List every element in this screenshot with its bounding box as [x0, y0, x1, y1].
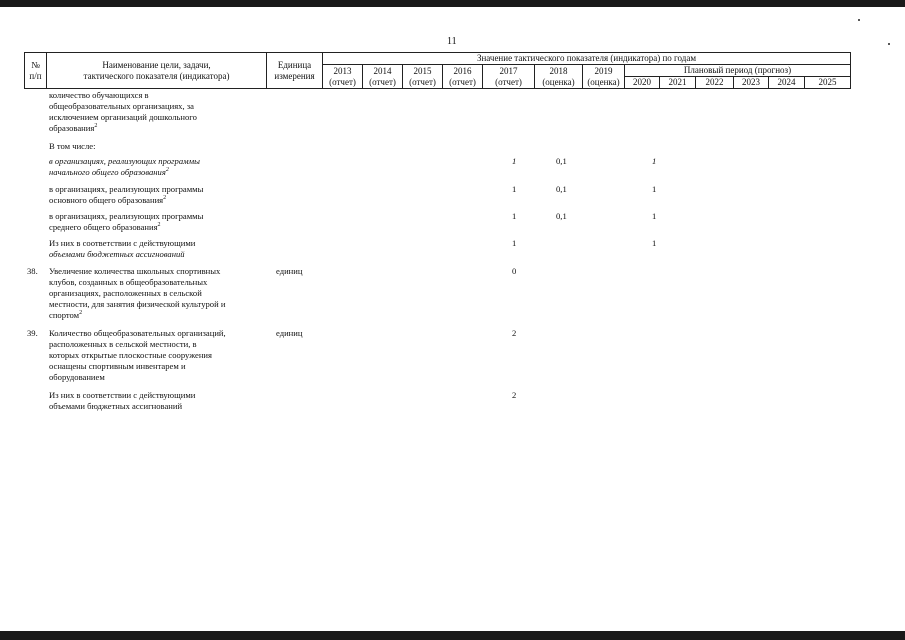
value-2020: 1 [652, 156, 657, 166]
header-number: № п/п [25, 53, 47, 89]
header-year-2022: 2022 [696, 77, 734, 89]
header-year-2015: 2015 (отчет) [403, 65, 443, 89]
header-planned-period: Плановый период (прогноз) [625, 65, 851, 77]
table-row: Из них в соответствии с действующими объемами бюджетных ассигнований [49, 238, 196, 259]
bottom-scan-border [0, 631, 905, 640]
row-number: 39. [27, 328, 38, 338]
value-2018: 0,1 [556, 156, 567, 166]
header-year-2025: 2025 [805, 77, 851, 89]
header-year-2018: 2018 (оценка) [535, 65, 583, 89]
value-2018: 0,1 [556, 211, 567, 221]
header-year-2023: 2023 [734, 77, 769, 89]
value-2017: 2 [512, 328, 517, 338]
value-2018: 0,1 [556, 184, 567, 194]
header-name: Наименование цели, задачи, тактического показателя (индикатора) [47, 53, 267, 89]
header-values: Значение тактического показателя (индикатора) по годам [323, 53, 851, 65]
table-row: в организациях, реализующих программы начального общего образования$^2$ [49, 156, 200, 177]
header-year-2024: 2024 [769, 77, 805, 89]
header-year-2016: 2016 (отчет) [443, 65, 483, 89]
header-year-2014: 2014 (отчет) [363, 65, 403, 89]
header-year-2019: 2019 (оценка) [583, 65, 625, 89]
value-2020: 1 [652, 184, 657, 194]
table-row: В том числе: [49, 141, 96, 151]
value-2017: 1 [512, 184, 517, 194]
unit-cell: единиц [276, 328, 303, 338]
table-row: в организациях, реализующих программы основного общего образования$^2$ [49, 184, 204, 205]
unit-cell: единиц [276, 266, 303, 276]
value-2020: 1 [652, 238, 657, 248]
scan-speck [888, 43, 890, 45]
table-row: Увеличение количества школьных спортивных клубов, созданных в общеобразовательных организациях, расположенных в сельской местности, для занятия физической культурой и спортом$^2$ [49, 266, 226, 320]
table-row: количество обучающихся в общеобразовательных организациях, за исключением организаций дошкольного образования$^2$ [49, 90, 197, 133]
table-row: в организациях, реализующих программы среднего общего образования$^2$ [49, 211, 204, 232]
value-2017: 2 [512, 390, 517, 400]
header-year-2013: 2013 (отчет) [323, 65, 363, 89]
page-number: 11 [447, 36, 457, 47]
value-2017: 1 [512, 156, 517, 166]
row-number: 38. [27, 266, 38, 276]
value-2017: 1 [512, 238, 517, 248]
value-2017: 0 [512, 266, 517, 276]
scan-speck [858, 19, 860, 21]
header-year-2021: 2021 [660, 77, 696, 89]
table-header [24, 52, 851, 89]
value-2020: 1 [652, 211, 657, 221]
header-year-2017: 2017 (отчет) [483, 65, 535, 89]
table-row: Из них в соответствии с действующими объемами бюджетных ассигнований [49, 390, 196, 411]
header-unit: Единица измерения [267, 53, 323, 89]
value-2017: 1 [512, 211, 517, 221]
top-scan-border [0, 0, 905, 7]
header-year-2020: 2020 [625, 77, 660, 89]
table-row: Количество общеобразовательных организаций, расположенных в сельской местности, в которых открытые плоскостные сооружения оснащены спортивным инвентарем и оборудованием [49, 328, 226, 382]
